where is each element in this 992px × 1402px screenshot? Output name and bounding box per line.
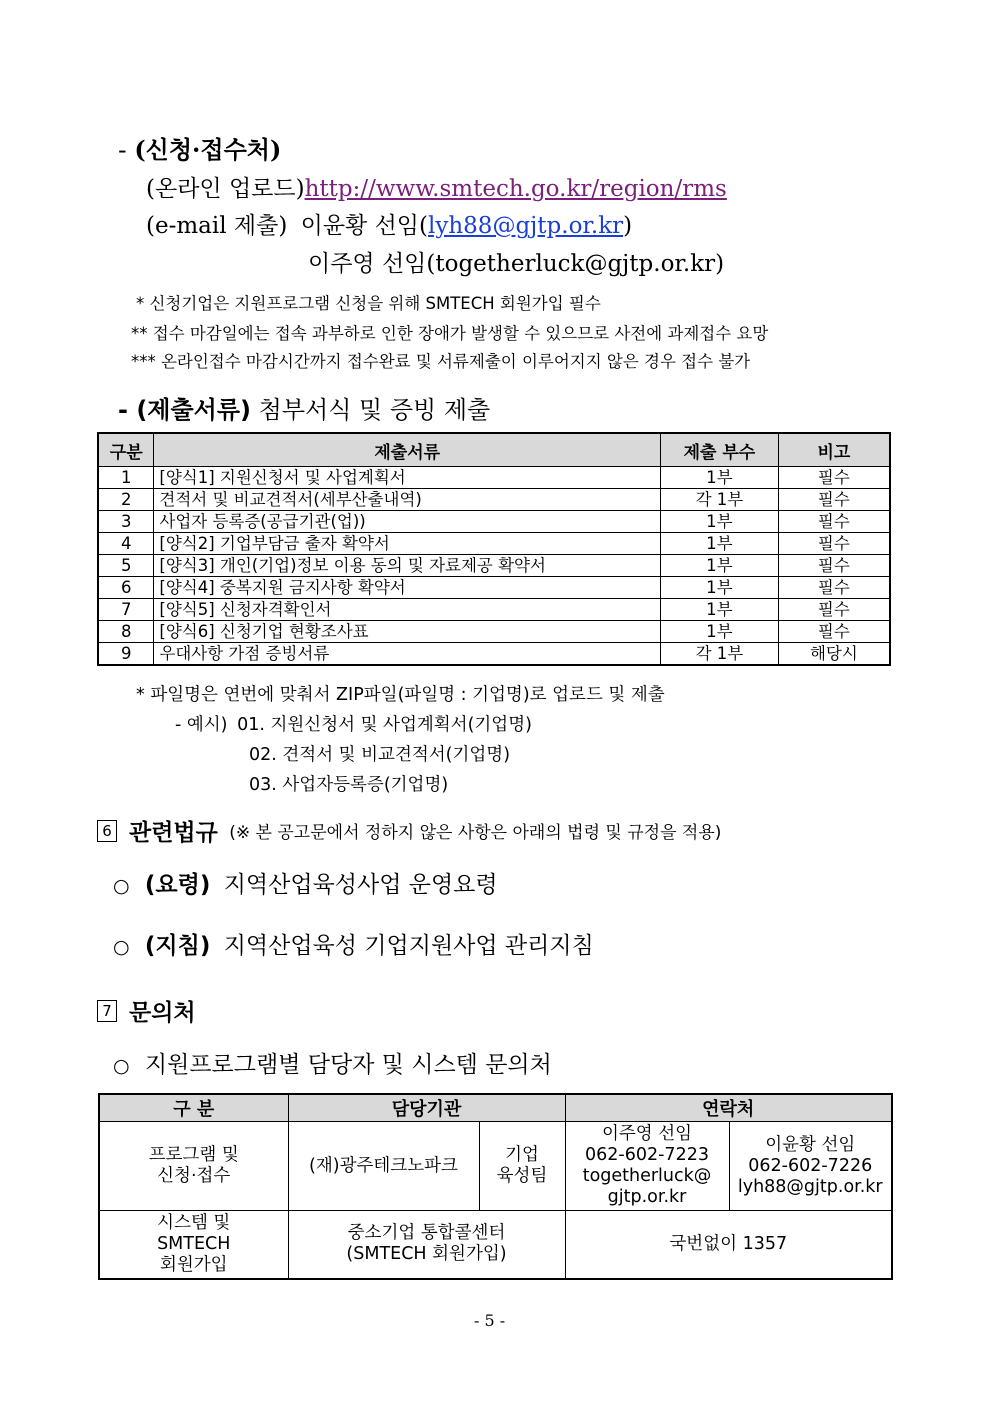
application-heading-text: (신청·접수처) bbox=[134, 135, 282, 164]
section7-heading bbox=[97, 994, 196, 1027]
category-line: 시스템 및 bbox=[157, 1212, 231, 1233]
section7-title: 문의처 bbox=[129, 1000, 196, 1026]
row-no: 6 bbox=[98, 577, 154, 599]
row-name: [양식5] 신청자격확인서 bbox=[154, 599, 661, 621]
documents-heading-text: 첨부서식 및 증빙 제출 bbox=[258, 396, 491, 424]
header-name: 제출서류 bbox=[154, 433, 661, 467]
row-name: 사업자 등록증(공급기관(업)) bbox=[154, 511, 661, 533]
section6-number: 6 bbox=[97, 820, 117, 842]
category-line: 신청·접수 bbox=[157, 1166, 231, 1186]
table-row bbox=[98, 577, 890, 599]
header-category: 구 분 bbox=[99, 1094, 288, 1122]
org-line: 중소기업 통합콜센터 bbox=[347, 1223, 506, 1244]
section6-item-1 bbox=[113, 866, 498, 899]
header-note: 비고 bbox=[778, 433, 890, 467]
section6-item-2 bbox=[113, 927, 594, 960]
row-name: 우대사항 가점 증빙서류 bbox=[154, 643, 661, 666]
contact-line: 이윤황 선임 bbox=[765, 1134, 856, 1155]
table-row bbox=[98, 511, 890, 533]
section6-heading bbox=[97, 814, 721, 847]
row1-org: (재)광주테크노파크 bbox=[288, 1122, 479, 1211]
example-prefix: - 예시) bbox=[175, 715, 228, 735]
row2-contact: 국번없이 1357 bbox=[565, 1211, 892, 1279]
row-note: 해당시 bbox=[778, 643, 890, 666]
table-row bbox=[98, 643, 890, 666]
contact-line: 062-602-7223 bbox=[585, 1145, 709, 1165]
section7-intro bbox=[113, 1046, 552, 1079]
online-upload-link[interactable]: http://www.smtech.go.kr/region/rms bbox=[304, 176, 727, 202]
contact-line: gjtp.or.kr bbox=[607, 1187, 687, 1207]
note-3: *** 온라인접수 마감시간까지 접수완료 및 서류제출이 이루어지지 않은 경우 접수 불가 bbox=[131, 352, 751, 371]
file-note: * 파일명은 연번에 맞춰서 ZIP파일(파일명 : 기업명)로 업로드 및 제출 bbox=[136, 685, 665, 705]
section7-number: 7 bbox=[97, 1000, 117, 1022]
table-row bbox=[99, 1211, 892, 1279]
header-contact: 연락처 bbox=[565, 1094, 892, 1122]
item-text: 지역산업육성 기업지원사업 관리지침 bbox=[223, 933, 594, 959]
file-example-2: 02. 견적서 및 비교견적서(기업명) bbox=[249, 745, 511, 765]
contact-line: togetherluck@ bbox=[582, 1166, 712, 1186]
row-note: 필수 bbox=[778, 621, 890, 643]
row-name: [양식2] 기업부담금 출자 확약서 bbox=[154, 533, 661, 555]
contact-line: 062-602-7226 bbox=[748, 1155, 873, 1176]
row-no: 1 bbox=[98, 467, 154, 489]
category-line: 회원가입 bbox=[159, 1254, 228, 1275]
header-count: 제출 부수 bbox=[661, 433, 779, 467]
documents-heading bbox=[118, 390, 490, 425]
row-no: 3 bbox=[98, 511, 154, 533]
row-count: 1부 bbox=[661, 555, 779, 577]
row2-org bbox=[288, 1211, 565, 1279]
documents-table-header bbox=[98, 433, 890, 467]
bullet: ○ bbox=[113, 936, 130, 958]
row-no: 2 bbox=[98, 489, 154, 511]
row-no: 4 bbox=[98, 533, 154, 555]
note-1: * 신청기업은 지원프로그램 신청을 위해 SMTECH 회원가입 필수 bbox=[136, 294, 601, 313]
table-row bbox=[98, 533, 890, 555]
item-label: (지침) bbox=[144, 933, 211, 959]
table-row bbox=[98, 621, 890, 643]
contact1-email-link[interactable]: lyh88@gjtp.or.kr bbox=[428, 213, 624, 239]
item-text: 지역산업육성사업 운영요령 bbox=[223, 872, 498, 898]
row-note: 필수 bbox=[778, 577, 890, 599]
online-upload-label: (온라인 업로드) bbox=[146, 176, 305, 202]
table-row bbox=[98, 467, 890, 489]
table-row bbox=[98, 599, 890, 621]
row-note: 필수 bbox=[778, 467, 890, 489]
category-line: 프로그램 및 bbox=[148, 1145, 239, 1165]
row1-contact-b bbox=[729, 1122, 892, 1211]
contact1-name: 이윤황 선임 bbox=[300, 213, 420, 239]
file-example-1 bbox=[175, 711, 532, 736]
row-no: 5 bbox=[98, 555, 154, 577]
row1-category bbox=[99, 1122, 288, 1211]
table-row bbox=[98, 555, 890, 577]
email-submit-label: (e-mail 제출) bbox=[146, 213, 288, 239]
org-line: (SMTECH 회원가입) bbox=[346, 1244, 507, 1265]
documents-table bbox=[97, 432, 891, 666]
section6-subtitle: (※ 본 공고문에서 정하지 않은 사항은 아래의 법령 및 규정을 적용) bbox=[229, 823, 722, 843]
row-count: 1부 bbox=[661, 533, 779, 555]
contact-line: 이주영 선임 bbox=[601, 1124, 693, 1144]
row-note: 필수 bbox=[778, 599, 890, 621]
row-note: 필수 bbox=[778, 555, 890, 577]
row-note: 필수 bbox=[778, 533, 890, 555]
category-line: SMTECH bbox=[157, 1233, 231, 1254]
row-count: 각 1부 bbox=[661, 643, 779, 666]
row-count: 각 1부 bbox=[661, 489, 779, 511]
row2-category bbox=[99, 1211, 288, 1279]
table-row bbox=[99, 1122, 892, 1211]
bullet: ○ bbox=[113, 1055, 130, 1077]
row-no: 7 bbox=[98, 599, 154, 621]
row-count: 1부 bbox=[661, 621, 779, 643]
note-2: ** 접수 마감일에는 접속 과부하로 인한 장애가 발생할 수 있으므로 사전에 과제접수 요망 bbox=[131, 324, 769, 343]
row-name: [양식6] 신청기업 현황조사표 bbox=[154, 621, 661, 643]
row-note: 필수 bbox=[778, 511, 890, 533]
row-no: 9 bbox=[98, 643, 154, 666]
header-no: 구분 bbox=[98, 433, 154, 467]
contact2-line: 이주영 선임(togetherluck@gjtp.or.kr) bbox=[308, 251, 725, 277]
documents-heading-label: - (제출서류) bbox=[118, 396, 251, 424]
row-note: 필수 bbox=[778, 489, 890, 511]
file-example-3: 03. 사업자등록증(기업명) bbox=[249, 775, 449, 795]
page-number: - 5 - bbox=[474, 1311, 506, 1330]
row1-contact-a bbox=[565, 1122, 729, 1211]
contact-table bbox=[98, 1093, 893, 1280]
team-line: 기업 bbox=[505, 1145, 539, 1165]
row-count: 1부 bbox=[661, 599, 779, 621]
email-submit-line: (e-mail 제출) 이윤황 선임(lyh88@gjtp.or.kr) bbox=[146, 213, 633, 239]
application-heading bbox=[118, 130, 281, 165]
row-count: 1부 bbox=[661, 577, 779, 599]
contact-table-header bbox=[99, 1094, 892, 1122]
intro-text: 지원프로그램별 담당자 및 시스템 문의처 bbox=[144, 1052, 552, 1078]
heading-dash: - bbox=[118, 136, 127, 164]
header-org: 담당기관 bbox=[288, 1094, 565, 1122]
row-name: [양식1] 지원신청서 및 사업계획서 bbox=[154, 467, 661, 489]
row-name: [양식3] 개인(기업)정보 이용 동의 및 자료제공 확약서 bbox=[154, 555, 661, 577]
row1-team bbox=[479, 1122, 565, 1211]
contact-line: lyh88@gjtp.or.kr bbox=[737, 1176, 883, 1197]
item-label: (요령) bbox=[144, 872, 211, 898]
row-no: 8 bbox=[98, 621, 154, 643]
row-count: 1부 bbox=[661, 511, 779, 533]
row-name: 견적서 및 비교견적서(세부산출내역) bbox=[154, 489, 661, 511]
online-upload-line bbox=[146, 170, 727, 203]
bullet: ○ bbox=[113, 875, 130, 897]
table-row bbox=[98, 489, 890, 511]
section6-title: 관련법규 bbox=[129, 820, 218, 846]
row-count: 1부 bbox=[661, 467, 779, 489]
example-item: 01. 지원신청서 및 사업계획서(기업명) bbox=[237, 715, 532, 735]
row-name: [양식4] 중복지원 금지사항 확약서 bbox=[154, 577, 661, 599]
team-line: 육성팀 bbox=[496, 1166, 548, 1186]
